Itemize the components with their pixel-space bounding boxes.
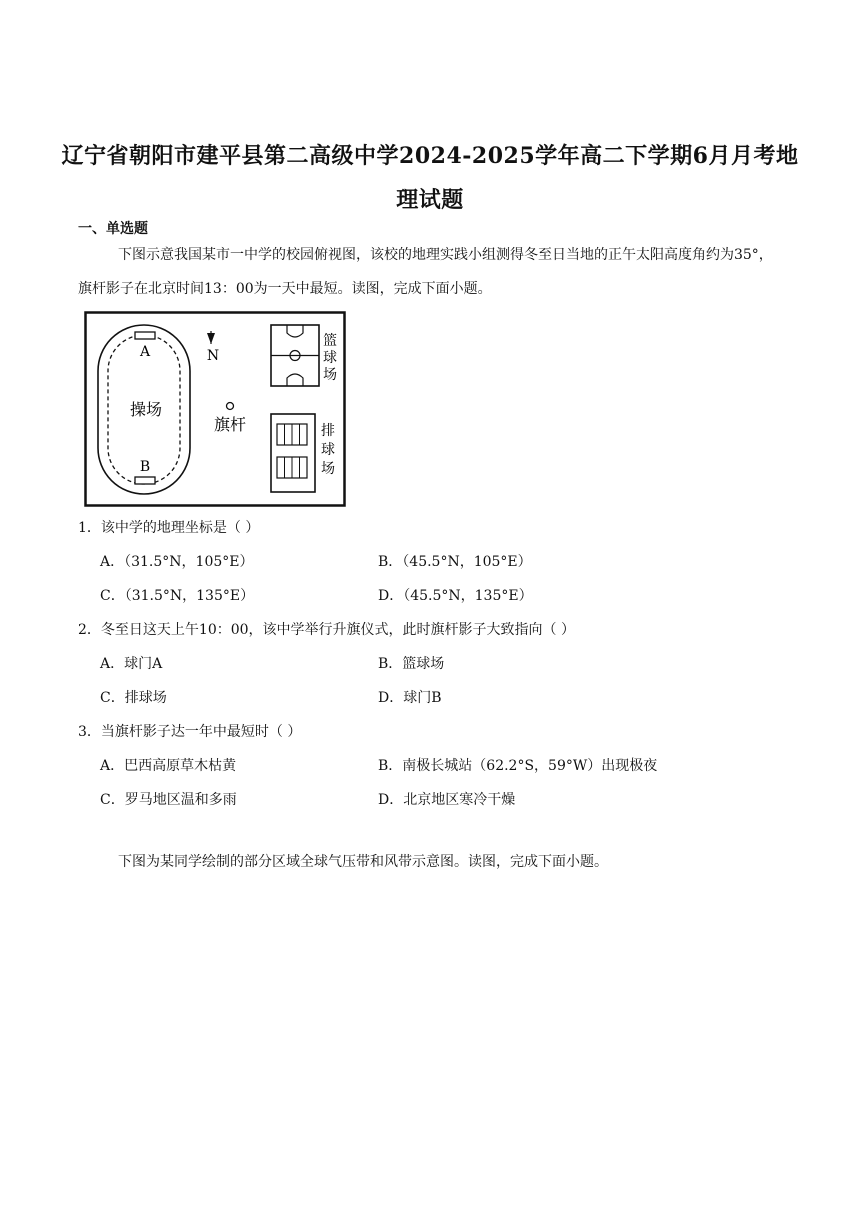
- question-3-option-c[interactable]: C．罗马地区温和多雨: [100, 792, 237, 808]
- question-2-option-c[interactable]: C．排球场: [100, 690, 167, 706]
- campus-map-figure: [84, 311, 346, 507]
- question-2-option-b[interactable]: B．篮球场: [378, 656, 445, 672]
- flagpole-label: 旗杆: [213, 415, 247, 434]
- intro-paragraph-1: 下图示意我国某市一中学的校园俯视图，该校的地理实践小组测得冬至日当地的正午太阳高度角约为35°，旗杆影子在北京时间13：00为一天中最短。读图，完成下面小题。: [78, 247, 773, 297]
- question-1-option-c[interactable]: C．（31.5°N，135°E）: [100, 588, 255, 604]
- question-1-option-b[interactable]: B．（45.5°N，105°E）: [378, 554, 532, 570]
- question-2-stem: 2．冬至日这天上午10：00，该中学举行升旗仪式，此时旗杆影子大致指向（ ）: [78, 622, 575, 638]
- question-1-stem: 1．该中学的地理坐标是（ ）: [78, 520, 260, 536]
- north-label: N: [206, 348, 220, 364]
- intro-paragraph-2: 下图为某同学绘制的部分区域全球气压带和风带示意图。读图，完成下面小题。: [118, 854, 608, 870]
- goal-b-label: B: [139, 459, 151, 475]
- question-3-option-a[interactable]: A．巴西高原草木枯黄: [100, 758, 237, 774]
- exam-title-line2: 理试题: [396, 187, 464, 213]
- flagpole-marker: [227, 403, 234, 410]
- goal-a-label: A: [139, 344, 151, 360]
- volleyball-char-3: 场: [321, 461, 335, 477]
- question-3-option-d[interactable]: D．北京地区寒冷干燥: [378, 792, 516, 808]
- volleyball-courts: [271, 414, 315, 492]
- question-2-option-a[interactable]: A．球门A: [100, 656, 163, 672]
- section-heading: 一、单选题: [78, 221, 148, 237]
- question-2-option-d[interactable]: D．球门B: [378, 690, 442, 706]
- question-3-option-b[interactable]: B．南极长城站（62.2°S，59°W）出现极夜: [378, 758, 658, 774]
- goal-a-marker: [135, 332, 155, 339]
- question-1-option-a[interactable]: A．（31.5°N，105°E）: [100, 554, 254, 570]
- exam-title-line1: 辽宁省朝阳市建平县第二高级中学2024-2025学年高二下学期6月月考地: [61, 143, 799, 169]
- goal-b-marker: [135, 477, 155, 484]
- volleyball-char-2: 球: [321, 442, 335, 458]
- basketball-court: [271, 325, 319, 386]
- volleyball-char-1: 排: [321, 423, 335, 439]
- question-1-option-d[interactable]: D．（45.5°N，135°E）: [378, 588, 533, 604]
- basketball-char-1: 篮: [323, 333, 337, 349]
- question-3-stem: 3．当旗杆影子达一年中最短时（ ）: [78, 724, 302, 740]
- playground-label: 操场: [129, 400, 163, 419]
- basketball-char-2: 球: [323, 350, 337, 366]
- basketball-char-3: 场: [323, 367, 337, 383]
